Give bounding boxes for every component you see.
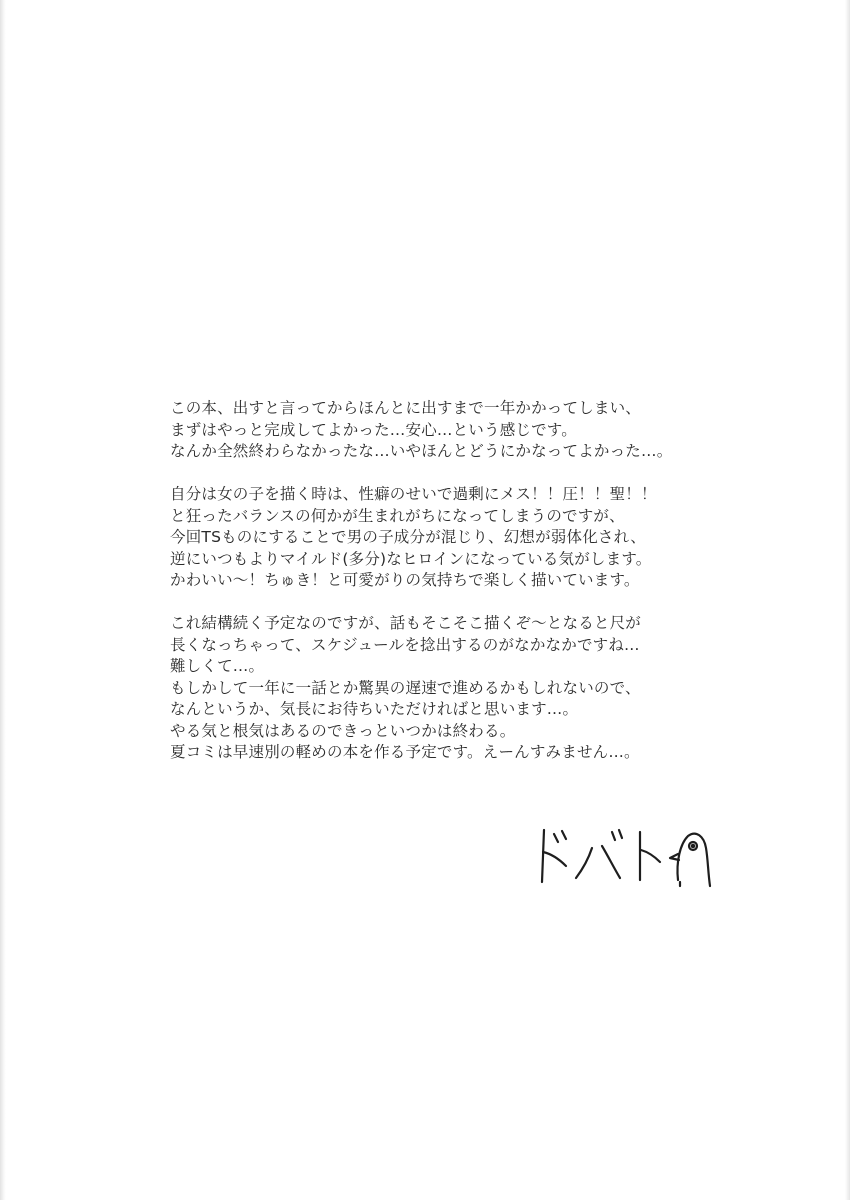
text-line: 今回TSものにすることで男の子成分が混じり、幻想が弱体化され、 [170, 528, 646, 546]
paragraph-1 [170, 398, 810, 463]
page-left-edge [0, 0, 6, 1200]
text-line: と狂ったバランスの何かが生まれがちになってしまうのですが、 [170, 506, 625, 525]
text-line: なんか全然終わらなかったな…いやほんとどうにかなってよかった…。 [170, 442, 673, 460]
text-line: まずはやっと完成してよかった…安心…という感じです。 [170, 420, 577, 439]
page-right-edge [845, 0, 850, 1200]
signature-katakana-ba [576, 830, 622, 878]
signature-katakana-to [640, 832, 660, 880]
text-line: 難しくて…。 [170, 657, 265, 675]
bird-doodle-icon [670, 834, 710, 886]
text-line: 逆にいつもよりマイルド(多分)なヒロインになっている気がします。 [170, 549, 652, 568]
paragraph-3 [170, 613, 810, 764]
text-line: 長くなっちゃって、スケジュールを捻出するのがなかなかですね… [170, 635, 640, 654]
text-line: これ結構続く予定なのですが、話もそこそこ描くぞ～となると尺が [170, 614, 642, 632]
afterword-text [170, 398, 810, 764]
paragraph-2 [170, 484, 810, 592]
text-line: 自分は女の子を描く時は、性癖のせいで過剰にメス！！圧！！聖！！ [170, 485, 657, 503]
text-line: この本、出すと言ってからほんとに出すまで一年かかってしまい、 [170, 399, 642, 417]
handwritten-signature [530, 820, 720, 900]
text-line: やる気と根気はあるのできっといつかは終わる。 [170, 721, 516, 740]
text-line: かわいい～！ちゅき！と可愛がりの気持ちで楽しく描いています。 [170, 571, 640, 589]
text-line: なんというか、気長にお待ちいただければと思います…。 [170, 700, 579, 718]
signature-katakana-do [542, 830, 566, 882]
text-line: もしかして一年に一話とか驚異の遅速で進めるかもしれないので、 [170, 678, 641, 697]
text-line: 夏コミは早速別の軽めの本を作る予定です。えーんすみません…。 [170, 743, 640, 761]
